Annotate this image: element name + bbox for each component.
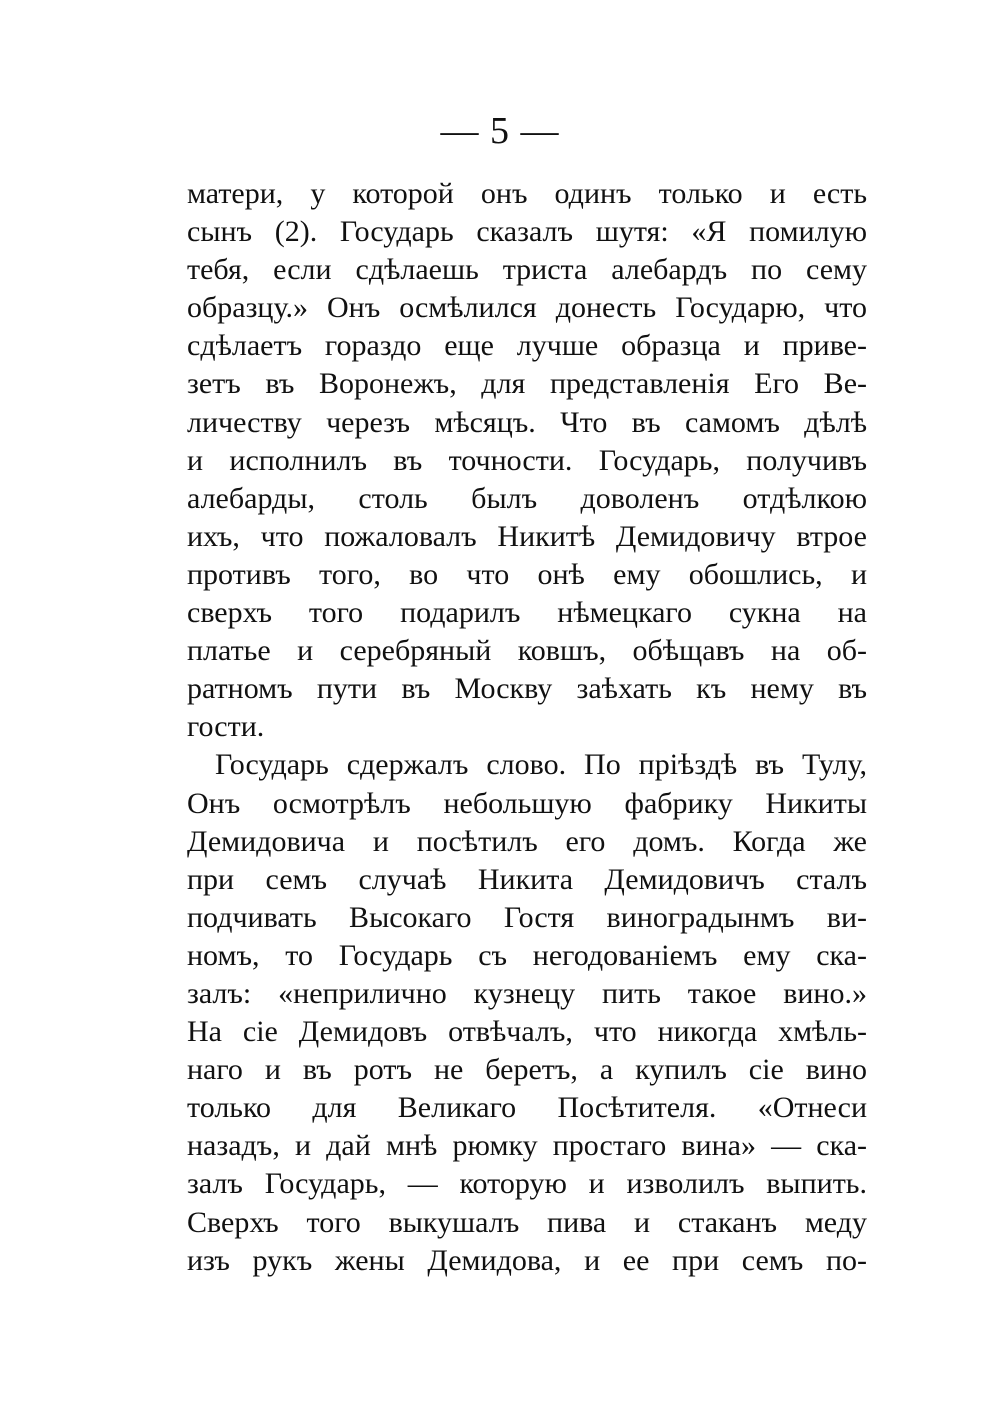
- text-line: противъ того, во что онѣ ему обошлись, и: [187, 557, 867, 591]
- text-line: номъ, то Государь съ негодованіемъ ему ска-: [187, 938, 867, 972]
- text-line: назадъ, и дай мнѣ рюмку простаго вина» — ска-: [187, 1129, 867, 1163]
- text-line: и исполнилъ въ точности. Государь, получивъ: [187, 443, 867, 477]
- text-line: Сверхъ того выкушалъ пива и стаканъ меду: [187, 1205, 867, 1239]
- text-line: платье и серебряный ковшъ, обѣщавъ на об-: [187, 634, 867, 668]
- text-line: тебя, если сдѣлаешь триста алебардъ по сему: [187, 253, 867, 287]
- text-line: при семъ случаѣ Никита Демидовичъ сталъ: [187, 862, 867, 896]
- text-line: На сіе Демидовъ отвѣчалъ, что никогда хмѣль-: [187, 1015, 867, 1049]
- page-number: — 5 —: [440, 110, 560, 152]
- text-line: Онъ осмотрѣлъ небольшую фабрику Никиты: [187, 786, 867, 820]
- text-line: личеству черезъ мѣсяцъ. Что въ самомъ дѣлѣ: [187, 405, 867, 439]
- body-text: [187, 175, 867, 1280]
- text-line: образцу.» Онъ осмѣлился донесть Государю, что: [187, 291, 867, 325]
- text-line: наго и въ ротъ не беретъ, а купилъ сіе вино: [187, 1053, 867, 1087]
- text-line: ихъ, что пожаловалъ Никитѣ Демидовичу втрое: [187, 519, 867, 553]
- text-line: залъ: «неприлично кузнецу пить такое вино.»: [187, 976, 867, 1010]
- text-line: ратномъ пути въ Москву заѣхать къ нему въ: [187, 672, 867, 706]
- text-line: сдѣлаетъ гораздо еще лучше образца и приве-: [187, 329, 867, 363]
- text-line: матери, у которой онъ одинъ только и есть: [187, 177, 867, 210]
- text-line: сынъ (2). Государь сказалъ шутя: «Я помилую: [187, 215, 867, 249]
- text-line: Демидовича и посѣтилъ его домъ. Когда же: [187, 824, 867, 858]
- paragraph-2: [187, 746, 867, 1279]
- text-line: подчивать Высокаго Гостя виноградынмъ ви-: [187, 900, 867, 934]
- text-line: сверхъ того подарилъ нѣмецкаго сукна на: [187, 596, 867, 630]
- text-line: гости.: [187, 710, 265, 744]
- text-line: Государь сдержалъ слово. По пріѣздѣ въ Тулу,: [215, 748, 867, 782]
- paragraph-1: [187, 175, 867, 746]
- text-line: зетъ въ Воронежъ, для представленія Его Ве-: [187, 367, 867, 401]
- text-line: изъ рукъ жены Демидова, и ее при семъ по-: [187, 1243, 867, 1277]
- text-line: только для Великаго Посѣтителя. «Отнеси: [187, 1091, 867, 1125]
- text-line: залъ Государь, — которую и изволилъ выпить.: [187, 1167, 867, 1201]
- text-line: алебарды, столь былъ доволенъ отдѣлкою: [187, 481, 867, 515]
